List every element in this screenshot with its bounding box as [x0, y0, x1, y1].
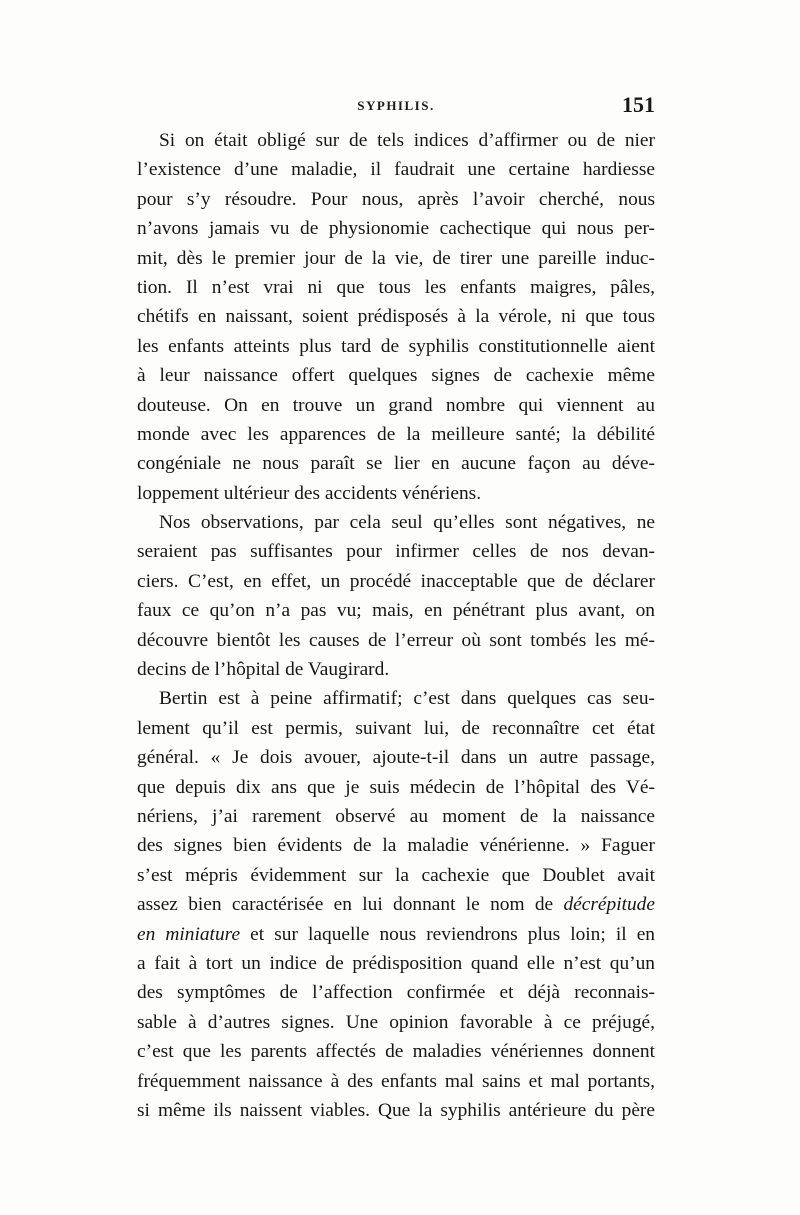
italic-term: en miniature: [137, 923, 241, 945]
text-line: l’existence d’une maladie, il faudrait une certaine hardiesse: [137, 159, 655, 181]
text-line: a fait à tort un indice de prédisposition quand elle n’est qu’un: [137, 952, 655, 974]
text-line: douteuse. On en trouve un grand nombre qui viennent au: [137, 394, 655, 416]
text-segment: assez bien caractérisée en lui donnant le nom de: [137, 894, 554, 916]
text-line: si même ils naissent viables. Que la syphilis antérieure du père: [137, 1099, 655, 1121]
text-line: c’est que les parents affectés de maladies vénériennes donnent: [137, 1041, 655, 1063]
text-line: seraient pas suffisantes pour infirmer celles de nos devan-: [137, 541, 655, 563]
text-line: congéniale ne nous paraît se lier en aucune façon au déve-: [137, 453, 655, 475]
text-line: [137, 920, 655, 949]
page-number: 151: [622, 92, 655, 117]
text-segment: et sur laquelle nous reviendrons plus loin; il en: [250, 923, 656, 945]
text-line: n’avons jamais vu de physionomie cachectique qui nous per-: [137, 218, 655, 240]
text-line: faux ce qu’on n’a pas vu; mais, en pénétrant plus avant, on: [137, 600, 655, 622]
text-line: découvre bientôt les causes de l’erreur où sont tombés les mé-: [137, 629, 655, 651]
text-line: à leur naissance offert quelques signes de cachexie même: [137, 365, 655, 387]
text-line: lement qu’il est permis, suivant lui, de reconnaître cet état: [137, 717, 655, 739]
text-line: Bertin est à peine affirmatif; c’est dans quelques cas seu-: [159, 688, 655, 710]
text-line: nériens, j’ai rarement observé au moment de la naissance: [137, 805, 655, 827]
text-line: s’est mépris évidemment sur la cachexie que Doublet avait: [137, 864, 655, 886]
text-line: des signes bien évidents de la maladie vénérienne. » Faguer: [137, 835, 655, 857]
italic-term: décrépitude: [563, 894, 655, 916]
text-line: ciers. C’est, en effet, un procédé inacceptable que de déclarer: [137, 570, 655, 592]
text-line: les enfants atteints plus tard de syphilis constitutionnelle aient: [137, 335, 655, 357]
running-header: [137, 92, 655, 122]
running-title: SYPHILIS.: [357, 98, 435, 113]
text-line: général. « Je dois avouer, ajoute-t-il dans un autre passage,: [137, 747, 655, 769]
text-line: fréquemment naissance à des enfants mal sains et mal portants,: [137, 1070, 655, 1092]
text-line: Nos observations, par cela seul qu’elles sont négatives, ne: [159, 512, 655, 534]
text-line: pour s’y résoudre. Pour nous, après l’avoir cherché, nous: [137, 188, 655, 210]
text-line: [137, 890, 655, 919]
text-line: chétifs en naissant, soient prédisposés à la vérole, ni que tous: [137, 306, 655, 328]
text-line: sable à d’autres signes. Une opinion favorable à ce préjugé,: [137, 1011, 655, 1033]
text-line: loppement ultérieur des accidents vénériens.: [137, 482, 482, 504]
body-text: [137, 126, 655, 1125]
text-line: Si on était obligé sur de tels indices d’affirmer ou de nier: [159, 130, 655, 151]
text-line: des symptômes de l’affection confirmée et déjà reconnais-: [137, 982, 655, 1004]
text-line: tion. Il n’est vrai ni que tous les enfants maigres, pâles,: [137, 276, 655, 298]
text-line: decins de l’hôpital de Vaugirard.: [137, 659, 390, 681]
text-line: monde avec les apparences de la meilleure santé; la débilité: [137, 423, 655, 445]
text-line: mit, dès le premier jour de la vie, de tirer une pareille induc-: [137, 247, 655, 269]
text-line: que depuis dix ans que je suis médecin de l’hôpital des Vé-: [137, 776, 655, 798]
